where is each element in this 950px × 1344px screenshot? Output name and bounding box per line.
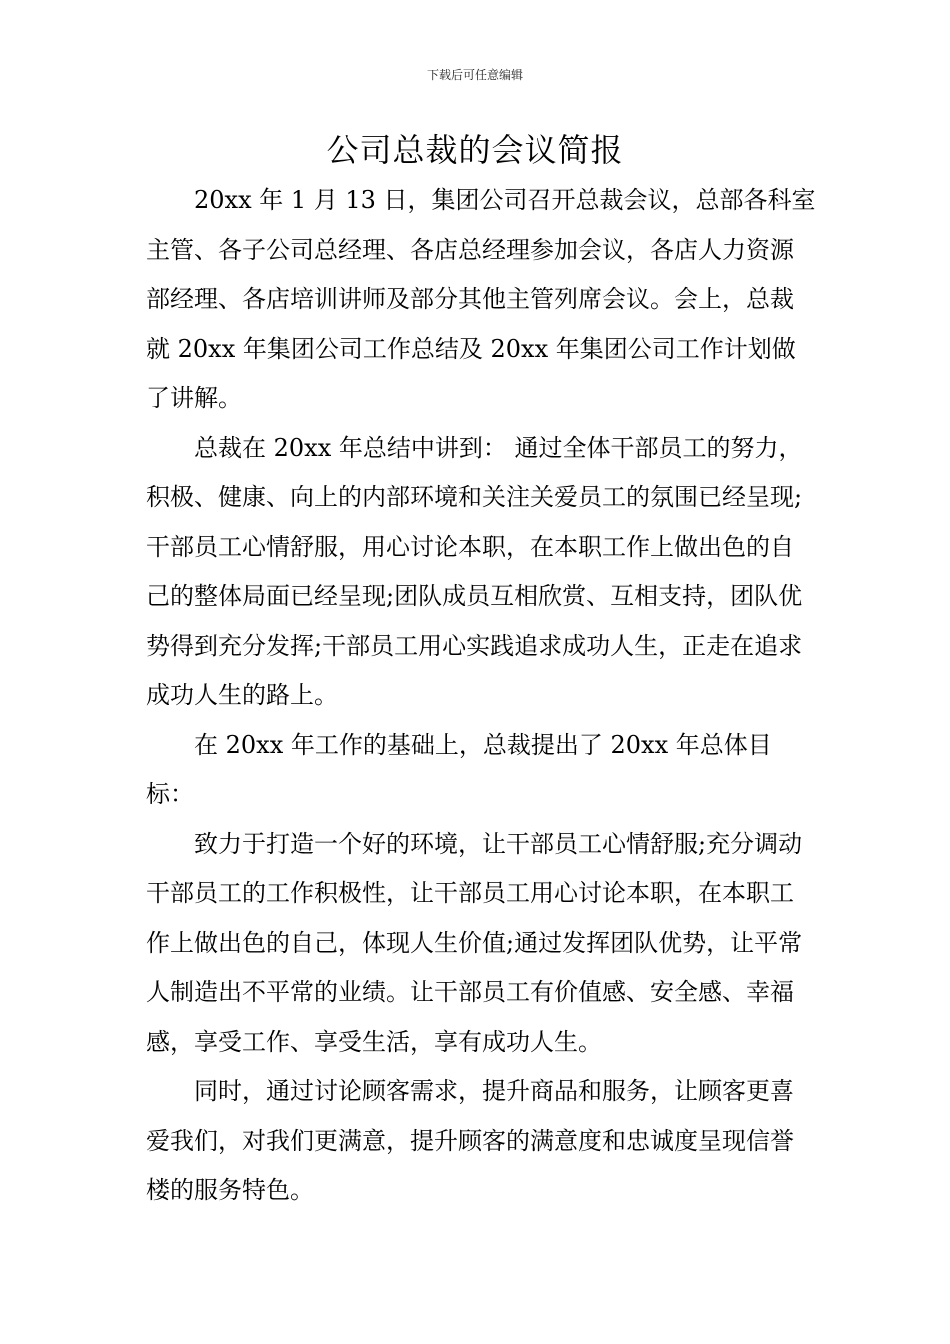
document-body	[146, 176, 816, 1216]
paragraph-3: 在 20xx 年工作的基础上，总裁提出了 20xx 年总体目标：	[146, 730, 772, 808]
header-note: 下载后可任意编辑	[426, 68, 523, 82]
paragraph-5: 同时，通过讨论顾客需求，提升商品和服务，让顾客更喜爱我们，对我们更满意，提升顾客的满意度和忠诚度呈现信誉楼的服务特色。	[146, 1077, 794, 1204]
paragraph-4: 致力于打造一个好的环境，让干部员工心情舒服;充分调动干部员工的工作积极性，让干部员工用心讨论本职，在本职工作上做出色的自己，体现人生价值;通过发挥团队优势，让平常人制造出不平常的业绩。让干部员工有价值感、安全感、幸福感，享受工作、享受生活，享有成功人生。	[146, 829, 803, 1056]
paragraph-2: 总裁在 20xx 年总结中讲到： 通过全体干部员工的努力，积极、健康、向上的内部环境和关注关爱员工的氛围已经呈现;干部员工心情舒服，用心讨论本职，在本职工作上做出色的自己的整体局面已经呈现;团队成员互相欣赏、互相支持，团队优势得到充分发挥;干部员工用心实践追求成功人生，正走在追求成功人生的路上。	[146, 433, 803, 709]
document-title: 公司总裁的会议简报	[326, 131, 624, 169]
paragraph-1: 20xx 年 1 月 13 日，集团公司召开总裁会议，总部各科室主管、各子公司总经理、各店总经理参加会议，各店人力资源部经理、各店培训讲师及部分其他主管列席会议。会上，总裁就 20xx 年集团公司工作总结及 20xx 年集团公司工作计划做了讲解。	[146, 186, 816, 412]
